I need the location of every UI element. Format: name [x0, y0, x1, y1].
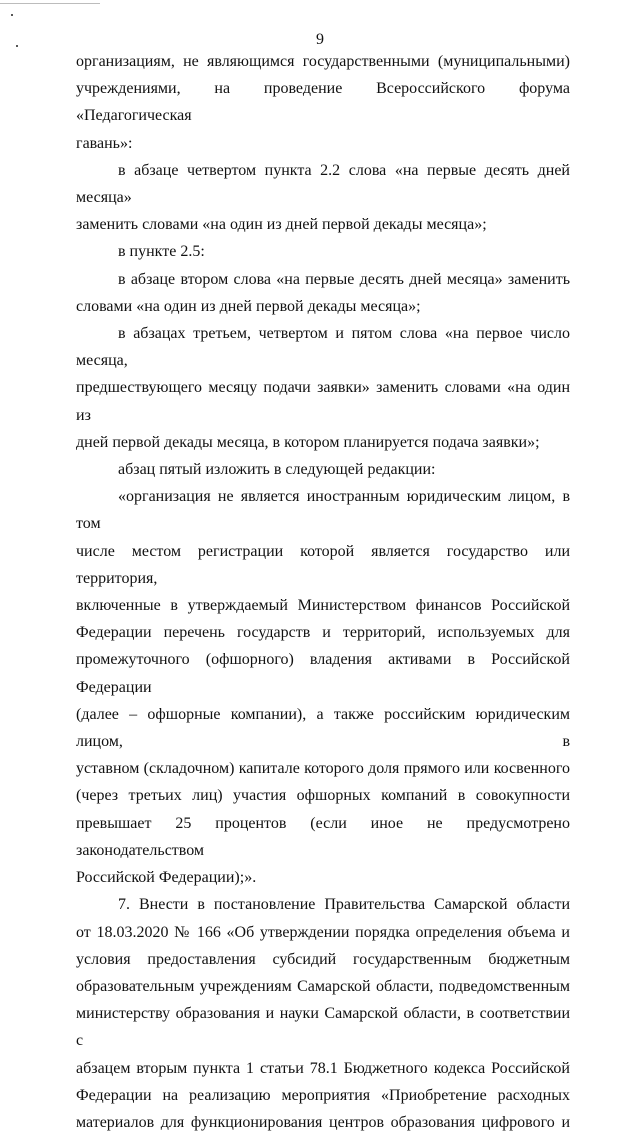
text-line: Российской Федерации);».: [76, 869, 257, 887]
text-line: «организация не является иностранным юридическим лицом, в том: [76, 488, 570, 533]
text-line: условия предоставления субсидий государственным бюджетным: [76, 950, 570, 968]
text-line: (далее – офшорные компании), а также российским юридическим лицом, в: [76, 705, 570, 751]
text-line: от 18.03.2020 № 166 «Об утверждении порядка определения объема и: [76, 923, 570, 941]
text-line: министерству образования и науки Самарской области, в соответствии с: [76, 1005, 570, 1050]
text-line: превышает 25 процентов (если иное не предусмотрено законодательством: [76, 814, 570, 859]
text-line: абзац пятый изложить в следующей редакции:: [118, 461, 436, 479]
scan-speck: [11, 14, 13, 16]
text-line: заменить словами «на один из дней первой декады месяца»;: [76, 216, 487, 234]
text-line: 7. Внести в постановление Правительства Самарской области: [118, 896, 570, 914]
text-line: предшествующего месяцу подачи заявки» заменить словами «на один из: [76, 379, 570, 424]
text-line: абзацем вторым пункта 1 статьи 78.1 Бюджетного кодекса Российской: [76, 1059, 570, 1077]
text-line: промежуточного (офшорного) владения активами в Российской Федерации: [76, 651, 570, 696]
text-line: числе местом регистрации которой является государство или территория,: [76, 542, 570, 587]
top-edge-line: [0, 3, 100, 4]
text-line: материалов для функционирования центров образования цифрового и: [76, 1113, 570, 1131]
text-line: в абзацах третьем, четвертом и пятом слова «на первое число месяца,: [76, 325, 570, 370]
text-line: (через третьих лиц) участия офшорных компаний в совокупности: [76, 787, 570, 805]
text-line: Федерации перечень государств и территорий, используемых для: [76, 624, 570, 642]
text-line: в абзаце втором слова «на первые десять дней месяца» заменить: [118, 270, 570, 288]
text-line: в пункте 2.5:: [118, 243, 205, 261]
text-line: гавань»:: [76, 134, 133, 152]
text-line: учреждениями, на проведение Всероссийского форума «Педагогическая: [76, 80, 570, 125]
text-line: словами «на один из дней первой декады месяца»;: [76, 297, 421, 315]
text-line: уставном (складочном) капитале которого доля прямого или косвенного: [76, 760, 570, 778]
text-line: в абзаце четвертом пункта 2.2 слова «на первые десять дней месяца»: [76, 161, 570, 207]
text-line: Федерации на реализацию мероприятия «Приобретение расходных: [76, 1086, 570, 1104]
text-line: образовательным учреждениям Самарской области, подведомственным: [76, 977, 570, 995]
document-body: [76, 48, 570, 1136]
text-line: дней первой декады месяца, в котором планируется подача заявки»;: [76, 433, 540, 451]
page-number: 9: [316, 31, 324, 48]
text-line: организациям, не являющимся государственными (муниципальными): [76, 53, 570, 70]
text-line: включенные в утверждаемый Министерством финансов Российской: [76, 597, 570, 615]
